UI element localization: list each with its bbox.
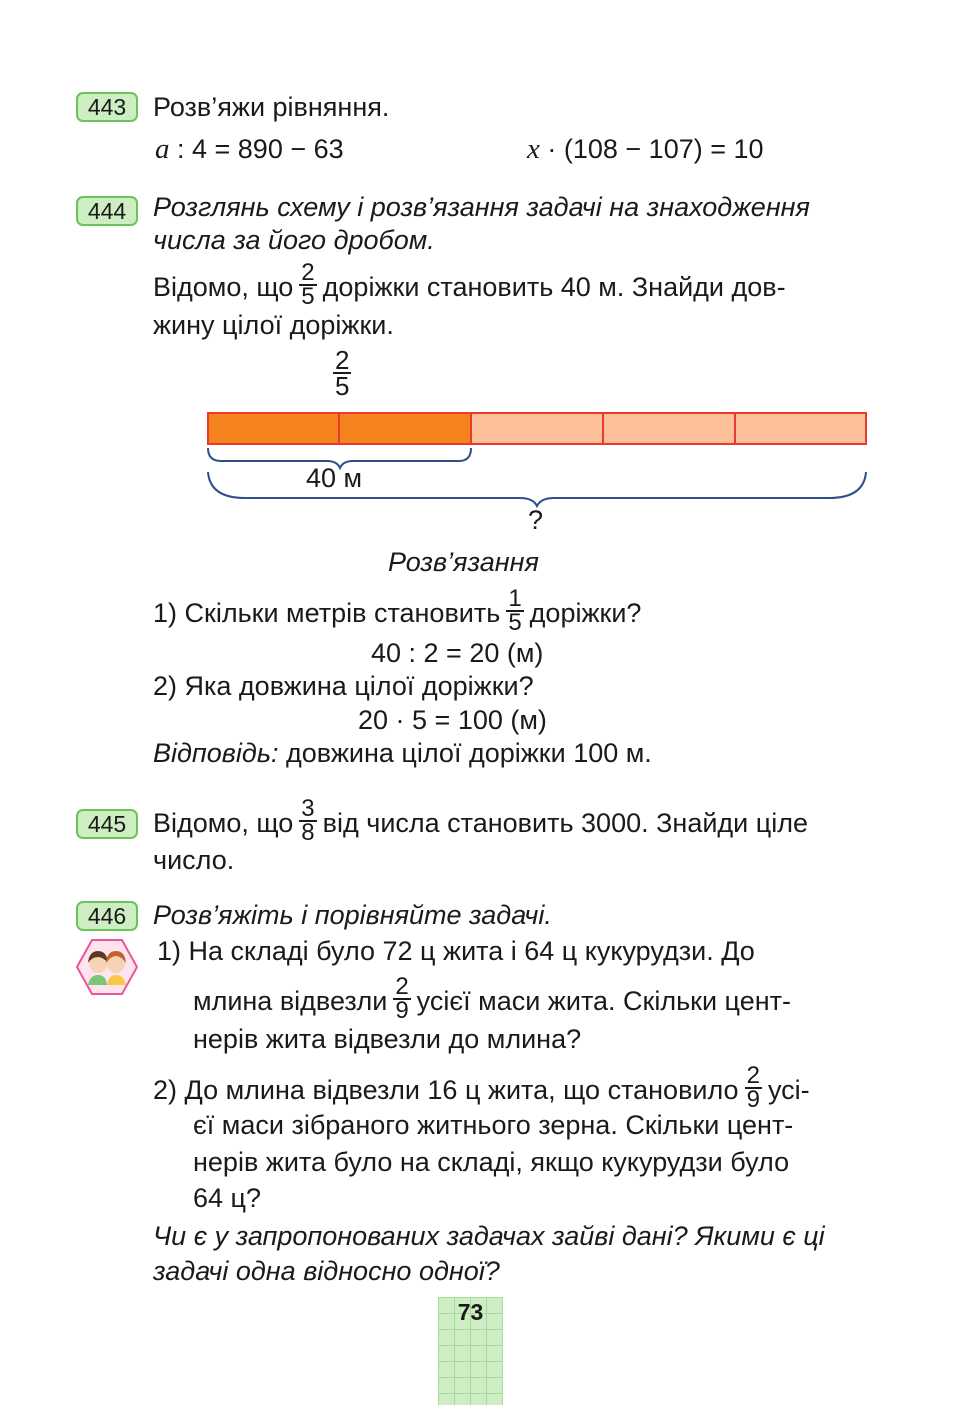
eq1-rest: : 4 = 890 − 63 <box>169 134 344 164</box>
ex446-problem-2-line-2: єї маси зібраного житнього зерна. Скільки цент- <box>193 1110 794 1140</box>
solution-heading: Розв’язання <box>388 547 539 577</box>
ex443-instruction: Розв’яжи рівняння. <box>153 92 390 122</box>
solution-step-1-calc: 40 : 2 = 20 (м) <box>371 638 544 668</box>
text: усі- <box>767 1075 810 1106</box>
ex445-text-line-2: число. <box>153 845 235 875</box>
ex446-question-line-1: Чи є у запропонованих задачах зайві дані? Якими є ці <box>153 1221 825 1251</box>
eq2-rest: · (108 − 107) = 10 <box>539 134 764 164</box>
numerator: 2 <box>301 259 315 286</box>
pair-work-icon <box>76 938 138 996</box>
ex446-problem-1-line-1: 1) На складі було 72 ц жита і 64 ц кукурудзи. До <box>157 936 755 966</box>
text: від числа становить 3000. Знайди ціле <box>322 808 808 839</box>
numerator: 2 <box>335 345 350 375</box>
diagram-braces <box>0 0 963 540</box>
text: доріжки становить 40 м. Знайди дов- <box>322 272 786 303</box>
exercise-number-444: 444 <box>76 196 138 226</box>
numerator: 2 <box>395 973 409 1000</box>
ex444-title-line-2: числа за його дробом. <box>153 225 435 255</box>
solution-step-1 <box>153 585 642 638</box>
exercise-number-446: 446 <box>76 901 138 931</box>
answer-label: Відповідь: <box>153 738 279 768</box>
solution-step-2: 2) Яка довжина цілої доріжки? <box>153 671 534 701</box>
denominator: 5 <box>508 609 522 636</box>
ex446-problem-2-line-3: нерів жита було на складі, якщо кукурудзи було <box>193 1147 790 1177</box>
solution-answer <box>153 737 652 769</box>
ex446-problem-2-line-4: 64 ц? <box>193 1183 262 1213</box>
exercise-number-443: 443 <box>76 92 138 122</box>
text: усієї маси жита. Скільки цент- <box>416 986 792 1017</box>
variable-a: a <box>155 133 170 165</box>
fraction-1-5 <box>506 585 523 636</box>
page-number: 73 <box>457 1299 484 1325</box>
fraction-2-9 <box>745 1062 762 1113</box>
part-length-label: 40 м <box>306 463 363 493</box>
denominator: 5 <box>301 283 315 310</box>
text: 2) До млина відвезли 16 ц жита, що становило <box>153 1075 739 1106</box>
denominator: 9 <box>746 1086 760 1113</box>
ex446-problem-1-line-3: нерів жита відвезли до млина? <box>193 1024 582 1054</box>
text: доріжки? <box>529 598 642 629</box>
text: 1) Скільки метрів становить <box>153 598 501 629</box>
ex444-text-line-2: жину цілої доріжки. <box>153 310 394 340</box>
ex446-title: Розв’яжіть і порівняйте задачі. <box>153 900 552 930</box>
numerator: 3 <box>301 795 315 822</box>
ex446-question-line-2: задачі одна відносно одної? <box>153 1256 500 1286</box>
denominator: 8 <box>301 819 315 846</box>
fraction-2-9 <box>393 973 410 1024</box>
denominator: 5 <box>335 371 350 401</box>
ex446-problem-1-line-2 <box>193 973 792 1026</box>
ex444-title-line-1: Розглянь схему і розв’язання задачі на знаходження <box>153 192 810 222</box>
solution-step-2-calc: 20 · 5 = 100 (м) <box>358 705 547 735</box>
ex445-text-line-1 <box>153 795 808 848</box>
variable-x: x <box>527 133 540 165</box>
numerator: 1 <box>508 585 522 612</box>
answer-text: довжина цілої доріжки 100 м. <box>278 738 652 768</box>
text: Відомо, що <box>153 808 294 839</box>
numerator: 2 <box>746 1062 760 1089</box>
denominator: 9 <box>395 997 409 1024</box>
text: Відомо, що <box>153 272 294 303</box>
text: млина відвезли <box>193 986 388 1017</box>
exercise-number-445: 445 <box>76 809 138 839</box>
whole-length-label: ? <box>528 505 544 535</box>
fraction-3-8 <box>299 795 316 846</box>
